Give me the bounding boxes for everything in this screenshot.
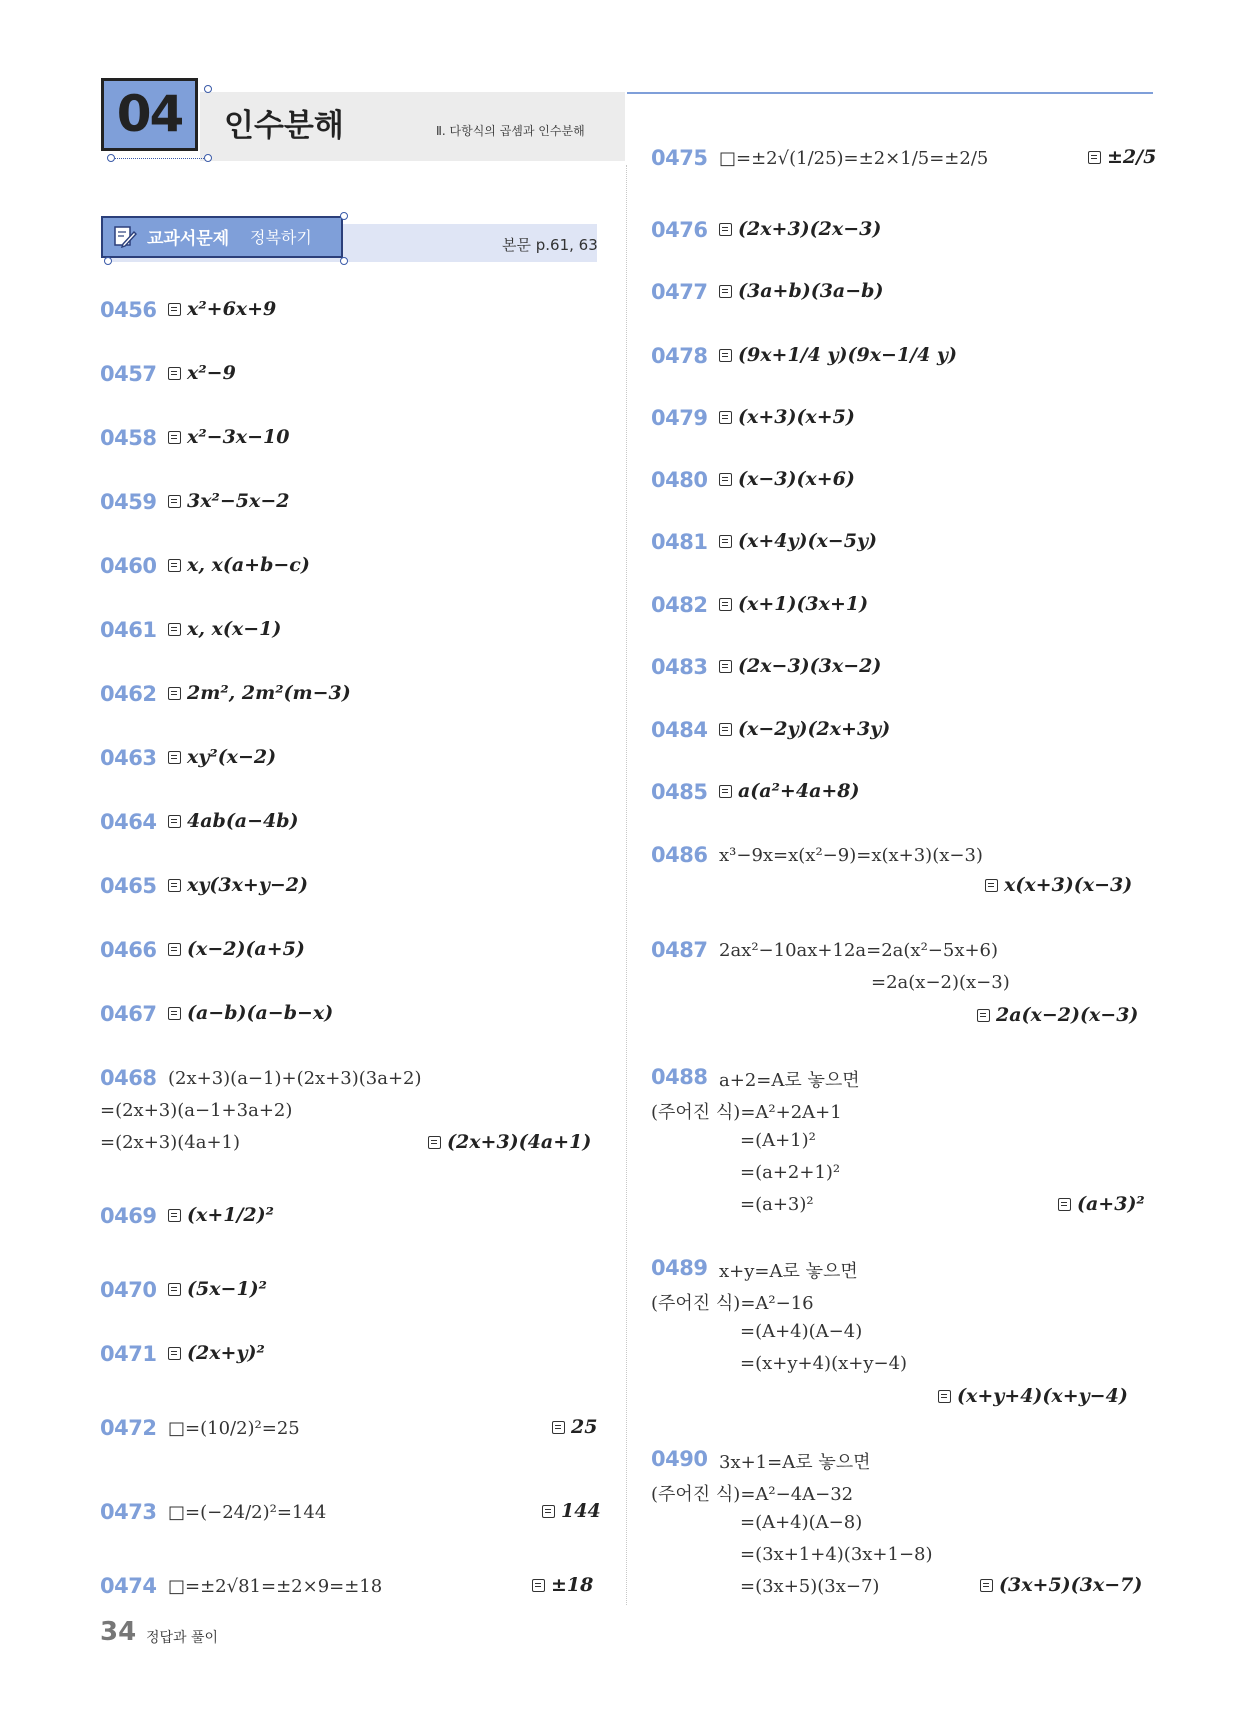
answer: 4ab(a−4b): [168, 810, 299, 832]
answer: x²−3x−10: [168, 426, 289, 448]
answer-mark-icon: [719, 535, 732, 548]
corner-dot: [204, 85, 212, 93]
answer: (x−2)(a+5): [168, 938, 305, 960]
problem-number: 0469: [100, 1204, 157, 1228]
corner-dot: [204, 154, 212, 162]
solution-line: =(2x+3)(4a+1): [100, 1132, 241, 1153]
solution-line: =(2x+3)(a−1+3a+2): [100, 1100, 293, 1121]
answer: (2x+3)(2x−3): [719, 218, 881, 240]
answer: x²−9: [168, 362, 236, 384]
answer-mark-icon: [168, 367, 181, 380]
answer-mark-icon: [938, 1390, 951, 1403]
problem-number: 0481: [651, 530, 708, 554]
answer-mark-icon: [719, 223, 732, 236]
answer: (x+4y)(x−5y): [719, 530, 877, 552]
answer-mark-icon: [1058, 1198, 1071, 1211]
problem-number: 0488: [651, 1065, 708, 1089]
corner-dot: [107, 154, 115, 162]
chapter-title: 인수분해: [224, 108, 344, 144]
solution-line: □=±2√81=±2×9=±18: [168, 1576, 383, 1597]
answer-mark-icon: [168, 687, 181, 700]
problem-number: 0474: [100, 1574, 157, 1598]
page-number: 34: [100, 1617, 137, 1647]
answer: (x+y+4)(x+y−4): [938, 1385, 1128, 1407]
solution-line: (주어진 식)=A²+2A+1: [651, 1102, 842, 1123]
problem-number: 0459: [100, 490, 157, 514]
problem-number: 0466: [100, 938, 157, 962]
solution-line: □=(−24/2)²=144: [168, 1502, 327, 1523]
answer-mark-icon: [1088, 151, 1101, 164]
problem-number: 0457: [100, 362, 157, 386]
problem-number: 0465: [100, 874, 157, 898]
solution-line: (주어진 식)=A²−16: [651, 1293, 814, 1314]
solution-line: =(a+2+1)²: [740, 1162, 841, 1183]
column-divider: [626, 165, 627, 1605]
solution-line: =(A+4)(A−8): [740, 1512, 863, 1533]
dotted-line: [115, 158, 204, 159]
problem-number: 0473: [100, 1500, 157, 1524]
answer: (2x−3)(3x−2): [719, 655, 881, 677]
solution-line: x³−9x=x(x²−9)=x(x+3)(x−3): [719, 845, 983, 866]
answer: xy(3x+y−2): [168, 874, 308, 896]
problem-number: 0475: [651, 146, 708, 170]
problem-number: 0470: [100, 1278, 157, 1302]
solution-line: 2ax²−10ax+12a=2a(x²−5x+6): [719, 940, 999, 961]
answer-mark-icon: [719, 285, 732, 298]
solution-line: x+y=A로 놓으면: [719, 1261, 858, 1282]
answer-mark-icon: [168, 495, 181, 508]
solution-line: =(x+y+4)(x+y−4): [740, 1353, 908, 1374]
answer-mark-icon: [719, 411, 732, 424]
answer-mark-icon: [552, 1421, 565, 1434]
answer: xy²(x−2): [168, 746, 276, 768]
problem-number: 0471: [100, 1342, 157, 1366]
solution-line: □=(10/2)²=25: [168, 1418, 300, 1439]
answer-mark-icon: [542, 1505, 555, 1518]
answer: (a+3)²: [1058, 1193, 1145, 1215]
answer: (5x−1)²: [168, 1278, 267, 1300]
problem-number: 0476: [651, 218, 708, 242]
answer-mark-icon: [985, 879, 998, 892]
problem-number: 0485: [651, 780, 708, 804]
answer-mark-icon: [168, 751, 181, 764]
solution-line: =(A+4)(A−4): [740, 1321, 863, 1342]
problem-number: 0478: [651, 344, 708, 368]
corner-dot: [340, 257, 348, 265]
problem-number: 0467: [100, 1002, 157, 1026]
problem-number: 0458: [100, 426, 157, 450]
problem-number: 0461: [100, 618, 157, 642]
problem-number: 0482: [651, 593, 708, 617]
solution-line: =2a(x−2)(x−3): [871, 972, 1010, 993]
answer: (9x+1/4 y)(9x−1/4 y): [719, 344, 957, 366]
problem-number: 0487: [651, 938, 708, 962]
problem-number: 0483: [651, 655, 708, 679]
answer: (3x+5)(3x−7): [980, 1574, 1142, 1596]
solution-line: a+2=A로 놓으면: [719, 1070, 860, 1091]
solution-line: 3x+1=A로 놓으면: [719, 1452, 871, 1473]
solution-line: (주어진 식)=A²−4A−32: [651, 1484, 854, 1505]
answer-mark-icon: [719, 349, 732, 362]
footer-label: 정답과 풀이: [146, 1630, 219, 1646]
answer: 3x²−5x−2: [168, 490, 289, 512]
top-rule: [627, 92, 1153, 94]
answer: 2a(x−2)(x−3): [977, 1004, 1138, 1026]
answer: 25: [552, 1416, 597, 1438]
section-title: 교과서문제: [147, 229, 230, 249]
answer: x, x(x−1): [168, 618, 281, 640]
solution-line: (2x+3)(a−1)+(2x+3)(3a+2): [168, 1068, 422, 1089]
answer: x(x+3)(x−3): [985, 874, 1132, 896]
answer-mark-icon: [168, 943, 181, 956]
answer-mark-icon: [719, 473, 732, 486]
problem-number: 0462: [100, 682, 157, 706]
solution-line: =(A+1)²: [740, 1130, 816, 1151]
answer-mark-icon: [168, 1347, 181, 1360]
answer-mark-icon: [168, 623, 181, 636]
answer: 2m², 2m²(m−3): [168, 682, 351, 704]
solution-line: =(a+3)²: [740, 1194, 814, 1215]
answer: (x−3)(x+6): [719, 468, 855, 490]
breadcrumb: Ⅱ. 다항식의 곱셈과 인수분해: [436, 124, 585, 138]
answer-mark-icon: [168, 559, 181, 572]
answer: a(a²+4a+8): [719, 780, 860, 802]
problem-number: 0490: [651, 1447, 708, 1471]
problem-number: 0464: [100, 810, 157, 834]
problem-number: 0456: [100, 298, 157, 322]
answer-mark-icon: [168, 1007, 181, 1020]
answer: (2x+y)²: [168, 1342, 265, 1364]
answer-mark-icon: [977, 1009, 990, 1022]
solution-line: =(3x+5)(3x−7): [740, 1576, 880, 1597]
answer-mark-icon: [980, 1579, 993, 1592]
answer-mark-icon: [719, 660, 732, 673]
answer: ±18: [532, 1574, 593, 1596]
answer-mark-icon: [168, 815, 181, 828]
solution-line: □=±2√(1/25)=±2×1/5=±2/5: [719, 148, 989, 169]
section-subtitle: 정복하기: [250, 228, 312, 247]
answer: x²+6x+9: [168, 298, 276, 320]
problem-number: 0477: [651, 280, 708, 304]
answer: x, x(a+b−c): [168, 554, 310, 576]
pencil-note-icon: [113, 224, 137, 248]
answer-mark-icon: [428, 1136, 441, 1149]
answer: (x+3)(x+5): [719, 406, 855, 428]
corner-dot: [104, 257, 112, 265]
answer: (2x+3)(4a+1): [428, 1131, 591, 1153]
answer-mark-icon: [719, 723, 732, 736]
answer-mark-icon: [168, 1209, 181, 1222]
answer: (x+1/2)²: [168, 1204, 274, 1226]
answer: ±2/5: [1088, 146, 1156, 168]
answer-mark-icon: [719, 785, 732, 798]
answer-mark-icon: [168, 1283, 181, 1296]
corner-dot: [340, 212, 348, 220]
problem-number: 0460: [100, 554, 157, 578]
answer-mark-icon: [168, 879, 181, 892]
answer-mark-icon: [168, 303, 181, 316]
answer-mark-icon: [532, 1579, 545, 1592]
problem-number: 0463: [100, 746, 157, 770]
problem-number: 0472: [100, 1416, 157, 1440]
page-reference: 본문 p.61, 63: [502, 236, 598, 254]
problem-number: 0484: [651, 718, 708, 742]
problem-number: 0479: [651, 406, 708, 430]
problem-number: 0489: [651, 1256, 708, 1280]
problem-number: 0480: [651, 468, 708, 492]
answer: (x+1)(3x+1): [719, 593, 868, 615]
answer: (3a+b)(3a−b): [719, 280, 883, 302]
chapter-number: 04: [101, 78, 198, 151]
answer-mark-icon: [719, 598, 732, 611]
answer: (a−b)(a−b−x): [168, 1002, 333, 1024]
answer: 144: [542, 1500, 601, 1522]
answer: (x−2y)(2x+3y): [719, 718, 890, 740]
answer-mark-icon: [168, 431, 181, 444]
problem-number: 0468: [100, 1066, 157, 1090]
solution-line: =(3x+1+4)(3x+1−8): [740, 1544, 933, 1565]
problem-number: 0486: [651, 843, 708, 867]
